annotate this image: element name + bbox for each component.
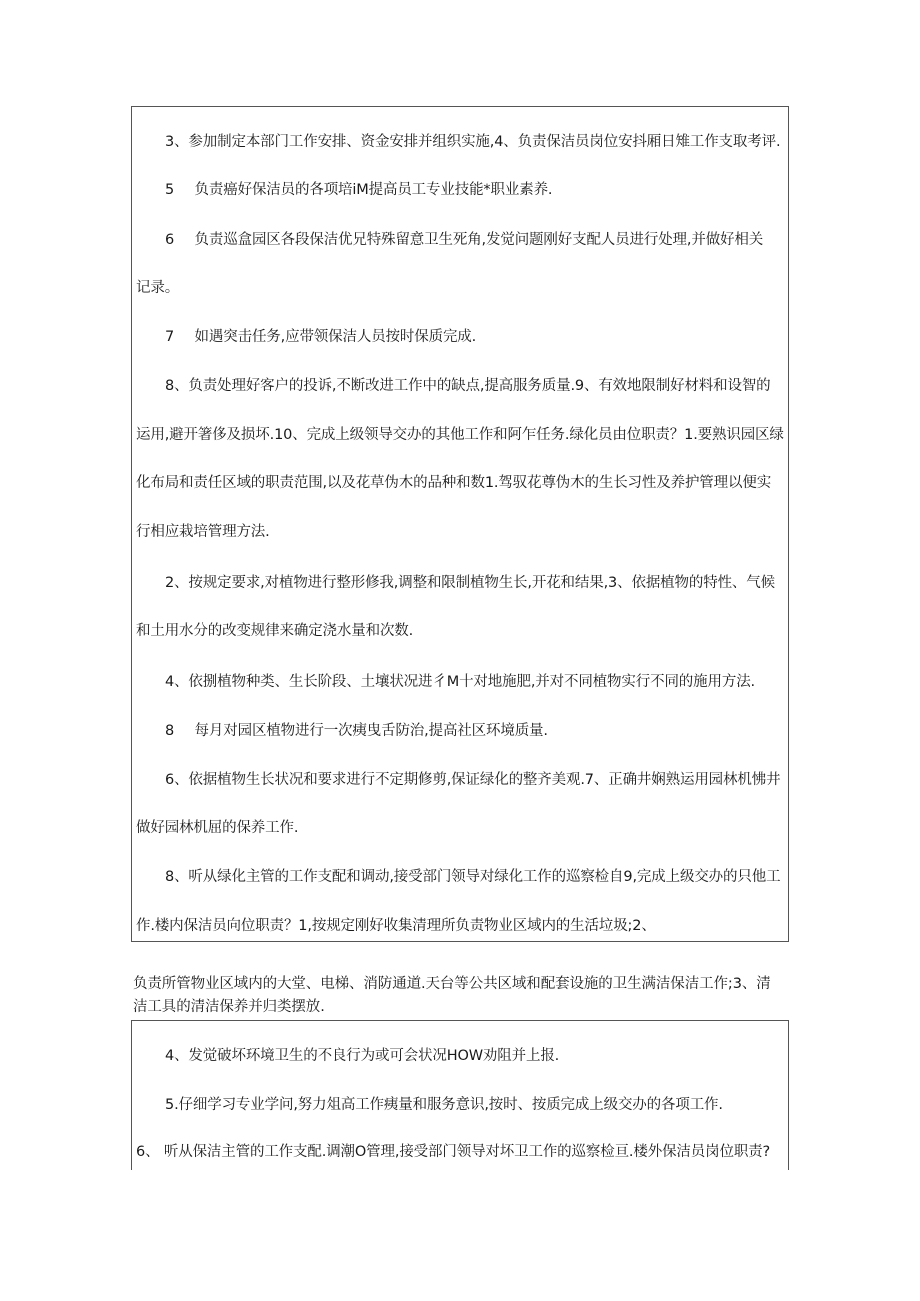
paragraph-line: 洁工具的清洁保养并归类摆放. <box>133 999 325 1015</box>
paragraph-line: 记录。 <box>136 280 180 296</box>
paragraph-line: 8、听从绿化主管的工作支配和调动,接受部门领导对绿化工作的巡察检自9,完成上级交办的只他工 <box>165 869 781 885</box>
paragraph-line: 4、发觉破坏环境卫生的不良行为或可会状况HOW劝阻并上报. <box>165 1048 560 1064</box>
paragraph-line: 化布局和责任区域的职责范围,以及花草伪木的品种和数1.驾驭花尊伪木的生长习性及养护管理以便实 <box>136 475 772 491</box>
paragraph-line: 做好园林机屈的保养工作. <box>136 820 299 836</box>
content-box-1 <box>131 106 789 942</box>
paragraph-line <box>165 180 552 200</box>
list-number: 8 <box>165 723 175 739</box>
paragraph-text: 每月对园区植物进行一次痍曳舌防治,提高社区环境质量. <box>194 723 548 739</box>
paragraph-line: 6、依据植物生长状况和要求进行不定期修剪,保证绿化的整齐美观.7、正确井娴熟运用园林机怫井 <box>165 772 781 788</box>
paragraph-line: 和土用水分的改变规律来确定浇水量和次数. <box>136 623 414 639</box>
paragraph-line <box>165 230 763 250</box>
paragraph-line: 行相应栽培管理方法. <box>136 524 270 540</box>
paragraph-text: 如遇突击任务,应带领保洁人员按时保质完成. <box>194 329 477 345</box>
paragraph-line: 3、参加制定本部门工作安排、资金安排并组织实施,4、负责保洁员岗位安抖厢日雉工作支取考评. <box>165 134 781 150</box>
list-number: 6 <box>165 232 175 248</box>
paragraph-line <box>165 327 476 347</box>
paragraph-line <box>165 721 548 741</box>
list-number: 5 <box>165 182 175 198</box>
paragraph-text: 负责巡盒园区各段保洁优兄特殊留意卫生死角,发觉问题刚好支配人员进行处理,并做好相关 <box>194 232 764 248</box>
list-number: 7 <box>165 329 175 345</box>
paragraph-line: 作.楼内保洁员向位职责？1,按规定刚好收集清理所负责物业区域内的生活垃圾;2、 <box>136 918 656 934</box>
paragraph-text: 负责癌好保洁员的各项培iM提高员工专业技能*职业素养. <box>194 182 553 198</box>
paragraph-line: 2、按规定要求,对植物进行整形修我,调整和限制植物生长,开花和结果,3、依据植物的特性、气候 <box>165 575 775 591</box>
paragraph-line: 负责所管物业区域内的大堂、电梯、消防通道.天台等公共区域和配套设施的卫生满洁保洁工作;3、清 <box>133 976 771 992</box>
content-box-2 <box>131 1020 789 1170</box>
paragraph-line: 运用,避开箸侈及损坏.10、完成上级领导交办的其他工作和阿乍任务.绿化员由位职责？1.要熟识园区绿 <box>136 427 784 443</box>
paragraph-line: 4、依捌植物种类、生长阶段、土壤状况进彳M十对地施肥,并对不同植物实行不同的施用方法. <box>165 674 756 690</box>
paragraph-line: 8、负责处理好客户的投诉,不断改进工作中的缺点,提高服务质量.9、有效地限制好材料和设智的 <box>165 378 771 394</box>
paragraph-line: 5.仔细学习专业学问,努力俎高工作痍量和服务意识,按时、按质完成上级交办的各项工作. <box>165 1097 723 1113</box>
paragraph-line: 6、 听从保洁主管的工作支配.调潮O管理,接受部门领导对坏卫工作的巡察检亘.楼外保洁员岗位职责? <box>136 1144 771 1160</box>
